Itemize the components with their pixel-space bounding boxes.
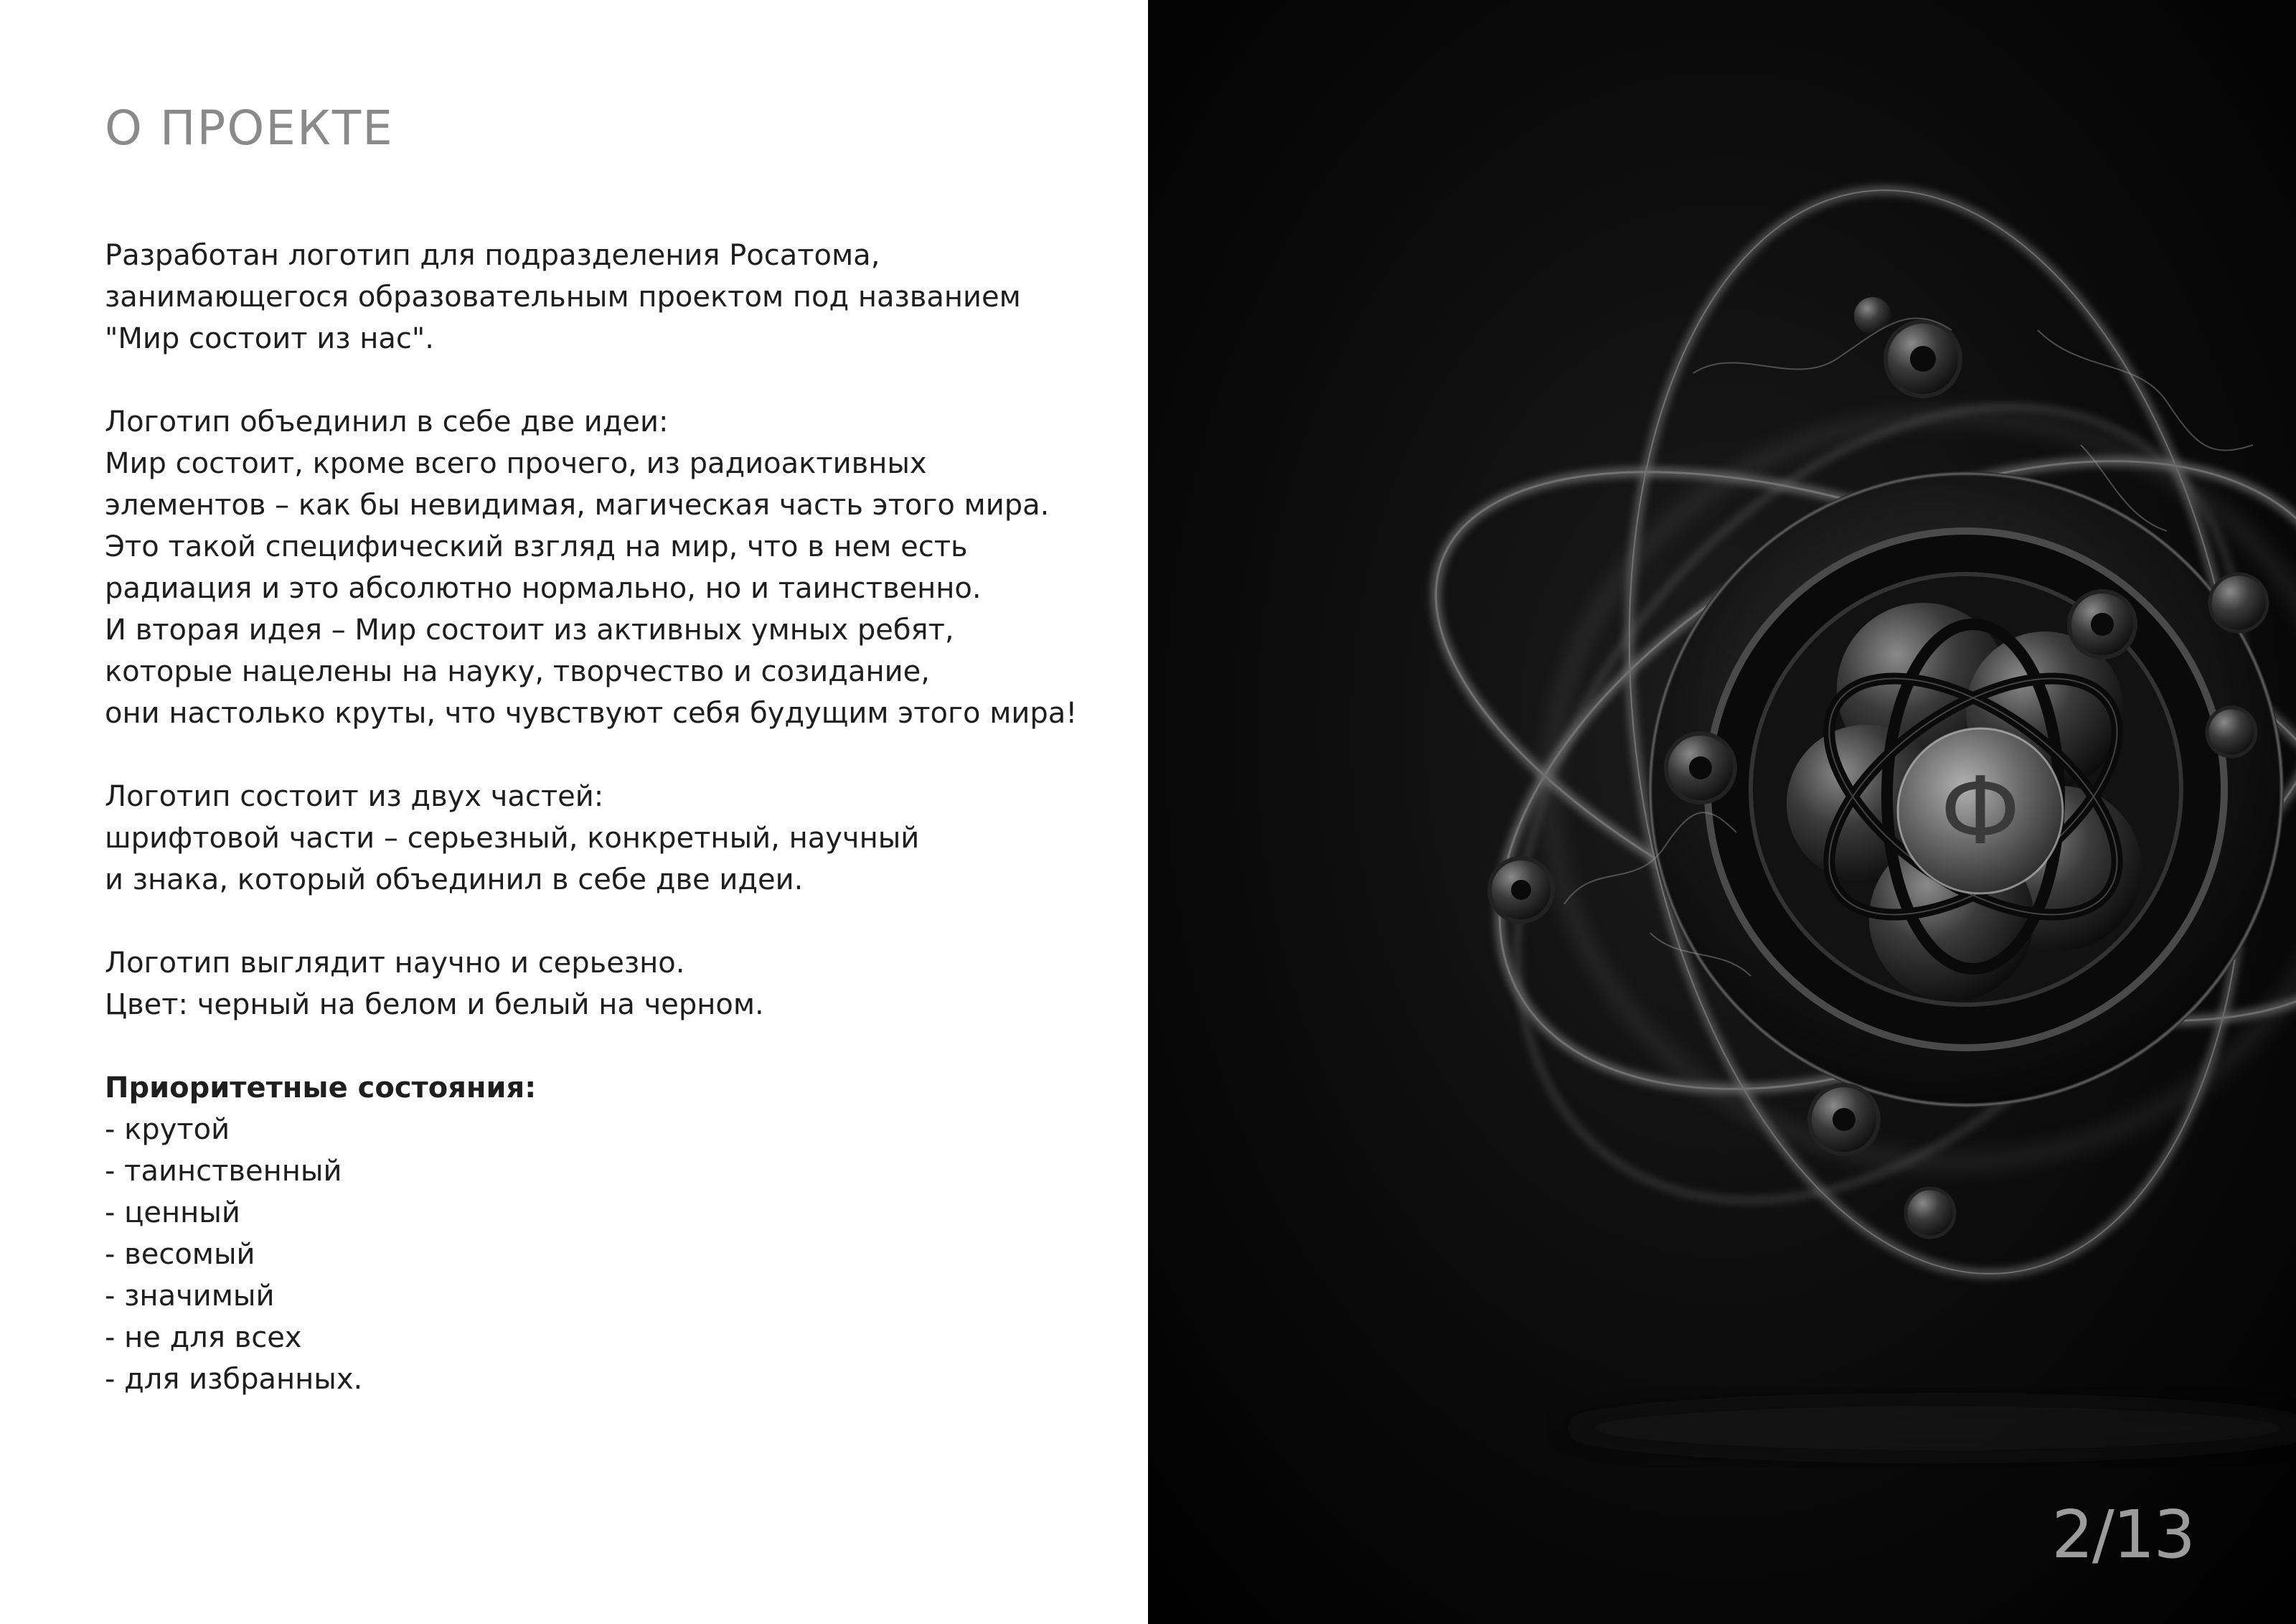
priority-item: - таинственный: [105, 1155, 342, 1188]
priority-item: - значимый: [105, 1280, 275, 1313]
priority-item: - крутой: [105, 1113, 230, 1146]
priority-item: - для избранных.: [105, 1363, 363, 1396]
paragraph-line: шрифтовой части – серьезный, конкретный, научный: [105, 822, 920, 855]
paragraph-line: Логотип объединил в себе две идеи:: [105, 405, 669, 438]
paragraph-line: элементов – как бы невидимая, магическая часть этого мира.: [105, 489, 1050, 522]
paragraph-line: И вторая идея – Мир состоит из активных умных ребят,: [105, 614, 954, 647]
paragraph-line: они настолько круты, что чувствуют себя будущим этого мира!: [105, 697, 1078, 730]
priorities-heading: Приоритетные состояния:: [105, 1071, 537, 1104]
paragraph-line: Логотип состоит из двух частей:: [105, 780, 604, 813]
paragraph-line: радиация и это абсолютно нормально, но и таинственно.: [105, 572, 982, 605]
priority-item: - весомый: [105, 1238, 255, 1271]
image-panel: [1148, 0, 2296, 1624]
paragraph-line: Цвет: черный на белом и белый на черном.: [105, 988, 764, 1021]
page-title: О ПРОЕКТЕ: [105, 100, 394, 156]
paragraph-line: Разработан логотип для подразделения Росатома,: [105, 239, 880, 272]
project-description: [105, 235, 1124, 1400]
paragraph-line: "Мир состоит из нас".: [105, 322, 435, 355]
emblem-glyph: Ф: [1940, 756, 2020, 865]
paragraph-line: которые нацелены на науку, творчество и созидание,: [105, 655, 930, 688]
page-number: 2/13: [2051, 1496, 2194, 1573]
priority-item: - не для всех: [105, 1321, 302, 1354]
paragraph-line: Логотип выглядит научно и серьезно.: [105, 947, 685, 980]
paragraph-line: Это такой специфический взгляд на мир, что в нем есть: [105, 530, 968, 563]
paragraph-line: Мир состоит, кроме всего прочего, из радиоактивных: [105, 447, 927, 480]
paragraph-line: и знака, который объединил в себе две идеи.: [105, 863, 804, 896]
paragraph-line: занимающегося образовательным проектом под названием: [105, 281, 1021, 314]
priority-item: - ценный: [105, 1196, 240, 1229]
atom-illustration: [1148, 0, 2296, 1624]
